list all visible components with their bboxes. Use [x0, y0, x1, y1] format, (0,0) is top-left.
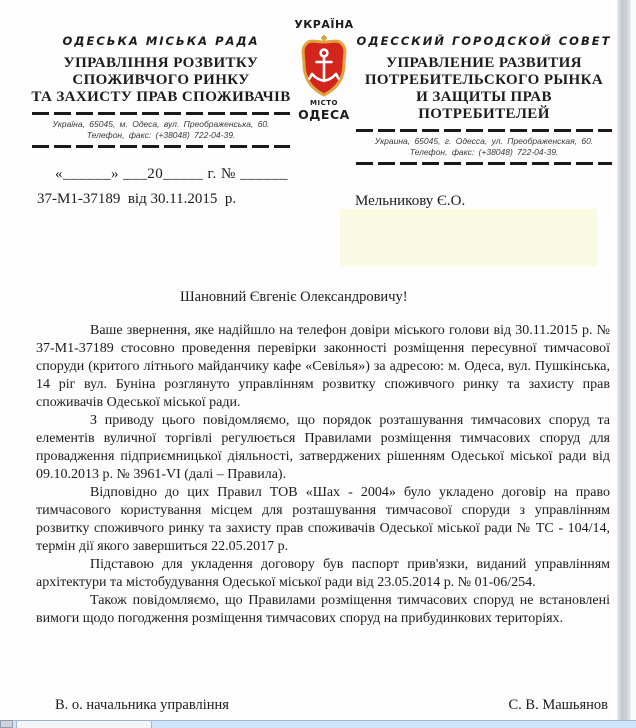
address-line: Телефон, факс: (+38048) 722-04-39.	[86, 129, 236, 140]
letterhead-center	[288, 18, 360, 122]
department-line: И ЗАЩИТЫ ПРАВ ПОТРЕБИТЕЛЕЙ	[416, 89, 552, 122]
body-paragraph: З приводу цього повідомляємо, що порядок розташування тимчасових споруд та елементів вуличної торгівлі регулюється Правилами розміщення тимчасових споруд для провадження підприємницької діяльності, затверджених рішенням Одеської міської ради від 09.10.2013 р. № 3961-VI (далі – Правила).	[36, 413, 610, 482]
department-line: УПРАВЛЕНИЕ РАЗВИТИЯ	[386, 55, 582, 71]
letterhead-right	[354, 34, 614, 169]
body-paragraph: Відповідно до цих Правил ТОВ «Шах - 2004» було укладено договір на право тимчасового користування місцем для розташування тимчасової споруди з управлінням розвитку споживчого ринку та захисту прав споживачів Одеської міської ради № ТС - 104/14, термін дії якого завершиться 22.05.2017 р.	[36, 485, 610, 554]
redaction-highlight	[340, 209, 597, 266]
department-name-ru	[354, 55, 614, 123]
divider-dashed	[356, 162, 612, 165]
scrollbar-corner[interactable]	[0, 720, 13, 728]
horizontal-scrollbar[interactable]	[0, 720, 636, 728]
page-edge-shadow	[617, 0, 631, 720]
signature-row	[55, 697, 608, 714]
city-label: ОДЕСА	[298, 107, 350, 122]
signature-title: В. о. начальника управління	[55, 697, 229, 713]
city-label-small: МІСТО	[310, 99, 338, 107]
department-line: ПОТРЕБИТЕЛЬСКОГО РЫНКА	[364, 72, 604, 88]
addressee-name: Мельникову Є.О.	[355, 193, 466, 209]
org-name-ua: ОДЕСЬКА МІСЬКА РАДА	[62, 34, 260, 48]
address-ua	[30, 119, 292, 140]
country-label: УКРАЇНА	[294, 18, 354, 31]
date-blank-line: «______» ___20_____ г. № ______	[55, 166, 289, 182]
body-paragraph: Підставою для укладення договору був паспорт прив'язки, виданий управлінням архітектури та містобудування Одеської міської ради від 23.05.2014 р. № 01-06/254.	[36, 557, 610, 590]
department-line: ТА ЗАХИСТУ ПРАВ СПОЖИВАЧІВ	[31, 89, 291, 105]
signature-name: С. В. Машьянов	[508, 697, 608, 713]
divider-dashed	[356, 129, 612, 132]
department-line: СПОЖИВЧОГО РИНКУ	[72, 72, 250, 88]
letter-body	[36, 322, 610, 628]
odessa-coat-of-arms-icon	[300, 34, 348, 98]
department-line: УПРАВЛІННЯ РОЗВИТКУ	[63, 55, 259, 71]
divider-dashed	[32, 145, 290, 148]
address-line: Телефон, факс: (+38048) 722-04-39.	[409, 146, 559, 157]
address-line: Украина, 65045, г. Одесса, ул. Преображенская, 60.	[374, 136, 594, 146]
org-name-ru: ОДЕССКИЙ ГОРОДСКОЙ СОВЕТ	[356, 34, 612, 48]
reference-number-line: 37-М1-37189 від 30.11.2015 р.	[37, 191, 237, 207]
department-name-ua	[30, 55, 292, 106]
body-paragraph: Також повідомляємо, що Правилами розміщення тимчасових споруд не встановлені вимоги щодо погодження розміщення тимчасових споруд на прибудинкових територіях.	[36, 593, 610, 626]
address-line: Україна, 65045, м. Одеса, вул. Преображенська, 60.	[52, 119, 270, 129]
divider-dashed	[32, 112, 290, 115]
address-ru	[354, 136, 614, 157]
letterhead-left	[30, 34, 292, 152]
scrollbar-thumb[interactable]	[16, 720, 152, 728]
page-edge-outer	[631, 0, 636, 720]
body-paragraph: Ваше звернення, яке надійшло на телефон довіри міського голови від 30.11.2015 р. № 37-М1-37189 стосовно проведення перевірки законності розміщення пересувної тимчасової споруди (критого літнього майданчику кафе «Севілья») за адресою: м. Одеса, вул. Пушкінська, 14 ріг вул. Буніна розглянуто управлінням розвитку споживчого ринку та захисту прав споживачів Одеської міської ради.	[36, 323, 610, 410]
salutation: Шановний Євгеніє Олександровичу!	[180, 289, 408, 305]
